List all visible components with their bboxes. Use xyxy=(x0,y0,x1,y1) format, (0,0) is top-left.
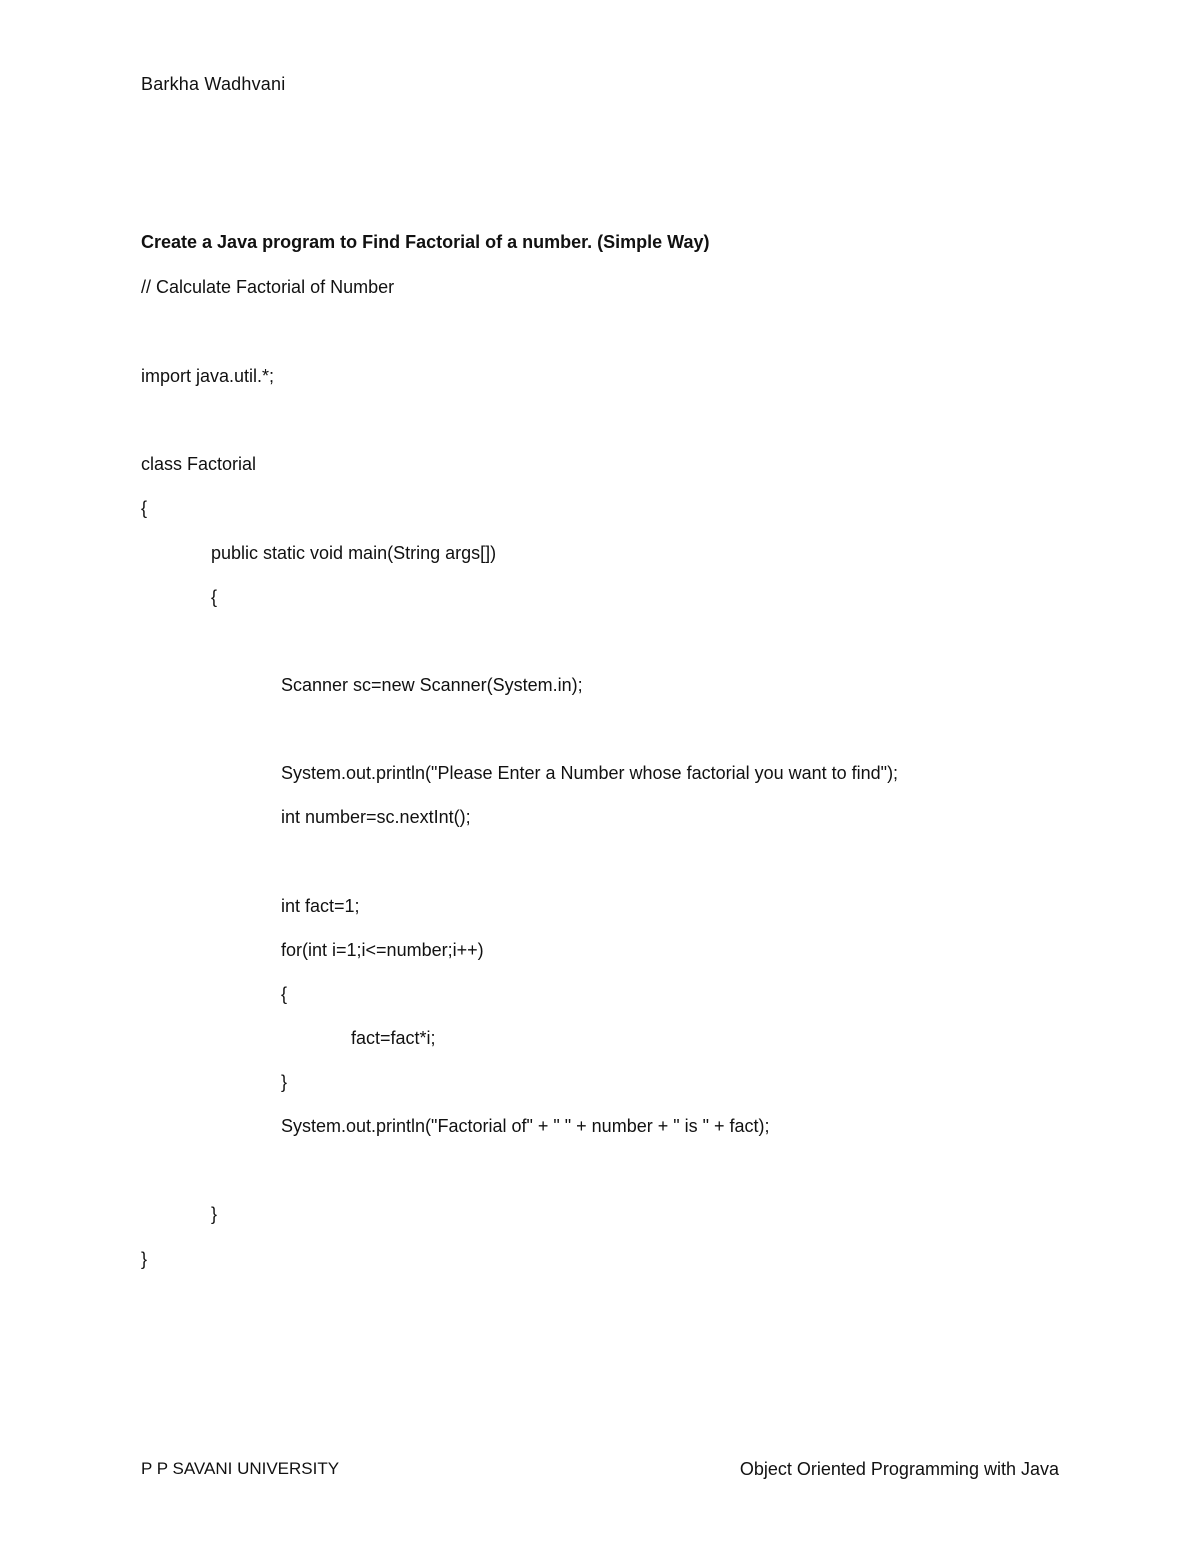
code-main-close-brace: } xyxy=(211,1204,218,1224)
code-print-result-line: System.out.println("Factorial of" + " " + number + " is " + fact); xyxy=(281,1116,770,1136)
code-class-close-brace: } xyxy=(141,1249,148,1269)
code-prompt-line: System.out.println("Please Enter a Number whose factorial you want to find"); xyxy=(281,763,899,783)
code-loop-close-brace: } xyxy=(281,1072,288,1092)
question-title: Create a Java program to Find Factorial of a number. (Simple Way) xyxy=(141,232,710,252)
footer-course: Object Oriented Programming with Java xyxy=(739,1459,1059,1479)
code-fact-init-line: int fact=1; xyxy=(281,896,360,916)
code-main-open-brace: { xyxy=(211,587,218,607)
code-comment: // Calculate Factorial of Number xyxy=(141,277,395,297)
author-name: Barkha Wadhvani xyxy=(141,74,286,94)
code-main-declaration: public static void main(String args[]) xyxy=(211,543,497,563)
footer-university: P P SAVANI UNIVERSITY xyxy=(141,1459,340,1478)
code-read-number-line: int number=sc.nextInt(); xyxy=(281,807,471,827)
code-for-loop-line: for(int i=1;i<=number;i++) xyxy=(281,940,484,960)
code-scanner-line: Scanner sc=new Scanner(System.in); xyxy=(281,675,583,695)
code-fact-multiply-line: fact=fact*i; xyxy=(351,1028,436,1048)
code-class-open-brace: { xyxy=(141,498,148,518)
code-import: import java.util.*; xyxy=(141,366,275,386)
code-loop-open-brace: { xyxy=(281,984,288,1004)
code-class-declaration: class Factorial xyxy=(141,454,257,474)
